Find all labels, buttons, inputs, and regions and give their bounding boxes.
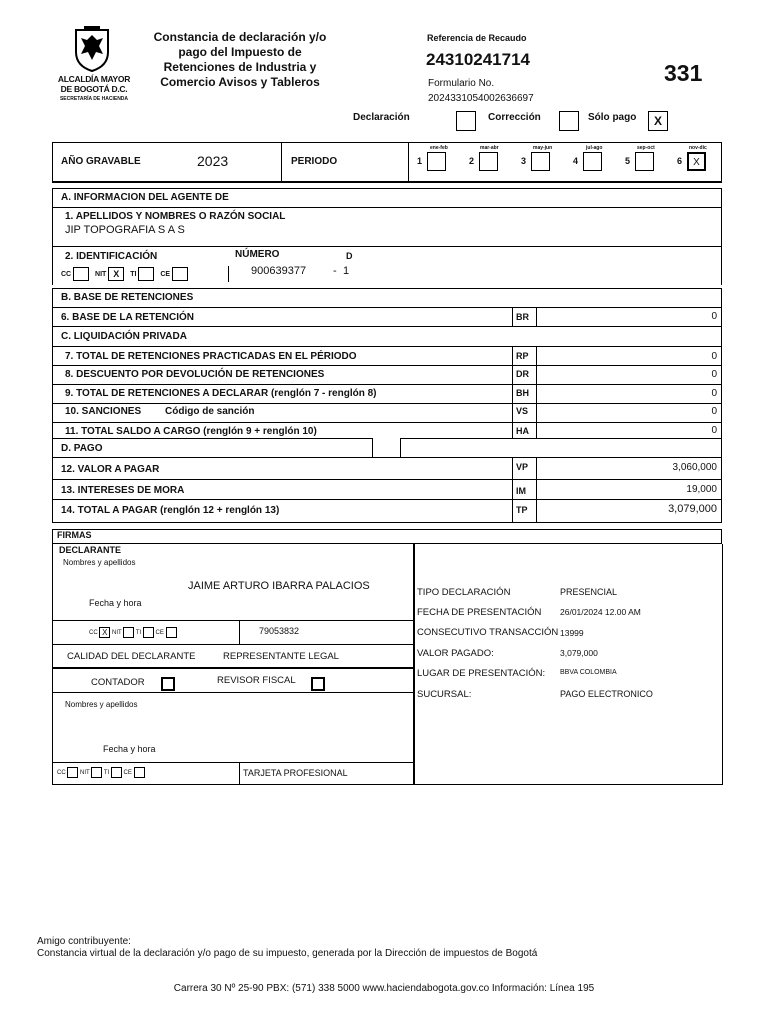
form-row-im [52, 479, 722, 500]
signatures-right [413, 544, 723, 785]
footer-note-text: Constancia virtual de la declaración y/o pago de su impuesto, generada por la Dirección de impuestos de Bogotá [37, 948, 538, 959]
correccion-label: Corrección [488, 112, 541, 123]
period-checkbox[interactable] [583, 152, 602, 171]
form-row-rp [52, 346, 722, 365]
id-type-cc-label: CC [61, 270, 72, 278]
form-row-ha [52, 422, 722, 439]
row-label: 13. INTERESES DE MORA [61, 485, 185, 496]
logo-line2: DE BOGOTÁ D.C. [60, 84, 128, 94]
title-line: pago del Impuesto de [178, 45, 302, 59]
section-a-title: A. INFORMACION DEL AGENTE DE [61, 192, 229, 203]
row-value: 3,079,000 [668, 503, 717, 515]
form-number: 2024331054002636697 [428, 93, 534, 104]
id-type-ti-checkbox[interactable] [138, 267, 154, 281]
row-value: 0 [711, 406, 717, 417]
period-num: 4 [573, 156, 579, 166]
numero-label: NÚMERO [235, 249, 280, 260]
section-b-title: B. BASE DE RETENCIONES [61, 292, 194, 303]
solo-pago-label: Sólo pago [588, 112, 637, 123]
contador-label: CONTADOR [91, 677, 145, 688]
row-code: VS [516, 406, 529, 416]
form-row-br [52, 307, 722, 326]
info-label: FECHA DE PRESENTACIÓN [417, 607, 542, 618]
id-dv-value: 1 [343, 265, 350, 277]
anio-gravable-label: AÑO GRAVABLE [61, 156, 141, 167]
form-label: Formulario No. [428, 78, 495, 89]
declaracion-label: Declaración [353, 112, 410, 123]
anio-gravable-value: 2023 [197, 153, 229, 169]
period-checkbox[interactable] [531, 152, 550, 171]
agent-name-label: 1. APELLIDOS Y NOMBRES O RAZÓN SOCIAL [65, 211, 286, 222]
info-label: CONSECUTIVO TRANSACCIÓN [417, 627, 559, 638]
tarjeta-label: TARJETA PROFESIONAL [243, 768, 348, 778]
row-label: 6. BASE DE LA RETENCIÓN [61, 312, 194, 323]
contador-checkbox[interactable] [161, 677, 175, 691]
row-code: TP [516, 505, 528, 515]
logo-line1: ALCALDÍA MAYOR [57, 74, 131, 84]
decl-ce-checkbox[interactable] [166, 627, 177, 638]
cont-ce-label: CE [123, 770, 132, 777]
period-option-3[interactable] [521, 145, 569, 175]
id-type-nit-label: NIT [95, 270, 107, 278]
period-checkbox[interactable] [479, 152, 498, 171]
identification-row [52, 246, 722, 285]
row-code: VP [516, 462, 529, 472]
id-type-ce-label: CE [160, 270, 171, 278]
id-type-nit-checkbox[interactable]: X [108, 267, 124, 281]
row-label: 9. TOTAL DE RETENCIONES A DECLARAR (renglón 7 - renglón 8) [65, 388, 377, 399]
period-tag: mar-abr [480, 145, 499, 151]
id-number-value: 900639377 [251, 265, 307, 277]
row-value: 0 [711, 369, 717, 380]
row-value: 0 [711, 388, 717, 399]
contador-nombres-label: Nombres y apellidos [65, 700, 138, 709]
row-value: 3,060,000 [672, 462, 717, 473]
row-value: 0 [711, 425, 717, 436]
info-value: PRESENCIAL [560, 587, 618, 597]
decl-ti-checkbox[interactable] [143, 627, 154, 638]
row-code: DR [516, 369, 529, 379]
solo-pago-checkbox[interactable]: X [648, 111, 668, 131]
declarante-nombres-label: Nombres y apellidos [63, 558, 136, 567]
correccion-checkbox[interactable] [559, 111, 579, 131]
section-d-title: D. PAGO [61, 443, 103, 454]
cont-nit-label: NIT [80, 770, 90, 777]
row-label: 8. DESCUENTO POR DEVOLUCIÓN DE RETENCIONES [65, 369, 325, 380]
period-num: 2 [469, 156, 475, 166]
form-row-bh [52, 384, 722, 403]
period-num: 3 [521, 156, 527, 166]
section-c-header [52, 326, 722, 346]
agent-name-value: JIP TOPOGRAFIA S A S [65, 224, 185, 236]
form-title [140, 30, 340, 90]
period-checkbox[interactable]: X [687, 152, 706, 171]
info-value: 26/01/2024 12.00 AM [560, 607, 641, 617]
period-bar [52, 142, 722, 183]
id-type-ce-checkbox[interactable] [172, 267, 188, 281]
period-option-1[interactable] [417, 145, 465, 175]
form-code: 331 [664, 60, 703, 86]
decl-cc-checkbox[interactable]: X [99, 627, 110, 638]
decl-ce-label: CE [155, 630, 164, 637]
cont-ti-checkbox[interactable] [111, 767, 122, 778]
declarante-id: 79053832 [259, 626, 300, 636]
agent-name-row [52, 207, 722, 246]
period-option-6[interactable] [677, 145, 725, 175]
declaracion-checkbox[interactable] [456, 111, 476, 131]
row-value: 0 [711, 351, 717, 362]
period-tag: ene-feb [430, 145, 448, 151]
period-option-5[interactable] [625, 145, 673, 175]
section-b-header [52, 288, 722, 307]
firmas-title: FIRMAS [57, 530, 92, 540]
footer-address: Carrera 30 Nº 25-90 PBX: (571) 338 5000 www.haciendabogota.gov.co Información: Línea 195 [173, 983, 595, 994]
decl-cc-label: CC [89, 630, 98, 637]
id-type-cc-checkbox[interactable] [73, 267, 89, 281]
section-d-header [52, 438, 373, 459]
footer-note-title: Amigo contribuyente: [37, 936, 131, 947]
revisor-label: REVISOR FISCAL [217, 675, 296, 686]
row-code: HA [516, 426, 529, 436]
contador-id-types [57, 767, 145, 778]
title-line: Retenciones de Industria y [163, 60, 317, 74]
form-row-tp [52, 499, 722, 523]
id-type-ti-label: TI [130, 270, 137, 278]
signatures-left [52, 544, 415, 785]
identification-label: 2. IDENTIFICACIÓN [65, 251, 158, 262]
info-value: BBVA COLOMBIA [560, 669, 617, 676]
ref-number: 24310241714 [426, 50, 531, 69]
section-a-header [52, 188, 722, 207]
declarante-id-types [89, 627, 177, 638]
info-value: 3,079,000 [560, 648, 598, 658]
firmas-header [52, 529, 722, 545]
ref-label: Referencia de Recaudo [427, 33, 527, 43]
form-row-vp [52, 457, 722, 480]
section-d-blank [400, 438, 722, 459]
info-value: 13999 [560, 628, 584, 638]
decl-ti-label: TI [135, 630, 142, 637]
period-num: 6 [677, 156, 683, 166]
row-label: 11. TOTAL SALDO A CARGO (renglón 9 + renglón 10) [65, 426, 317, 437]
logo-line3: SECRETARÍA DE HACIENDA [59, 96, 129, 102]
calidad-value: REPRESENTANTE LEGAL [223, 651, 339, 662]
section-c-title: C. LIQUIDACIÓN PRIVADA [61, 331, 187, 342]
id-dash: - [333, 265, 337, 277]
cont-cc-checkbox[interactable] [67, 767, 78, 778]
row-label: 7. TOTAL DE RETENCIONES PRACTICADAS EN EL PÉRIODO [65, 351, 357, 362]
period-tag: nov-dic [689, 145, 707, 151]
dv-label: D [346, 251, 353, 261]
info-label: LUGAR DE PRESENTACIÓN: [417, 668, 546, 679]
decl-nit-checkbox[interactable] [123, 627, 134, 638]
period-tag: jul-ago [586, 145, 603, 151]
row-value: 0 [711, 311, 717, 322]
info-label: VALOR PAGADO: [417, 648, 494, 659]
cont-ti-label: TI [103, 770, 110, 777]
decl-nit-label: NIT [112, 630, 122, 637]
cont-ce-checkbox[interactable] [134, 767, 145, 778]
title-line: Constancia de declaración y/o [153, 30, 327, 44]
period-tag: may-jun [533, 145, 553, 151]
declarante-label: DECLARANTE [59, 545, 121, 555]
period-option-4[interactable] [573, 145, 621, 175]
bogota-logo [52, 26, 136, 106]
row-code: BH [516, 388, 529, 398]
contador-fecha-label: Fecha y hora [103, 744, 156, 754]
calidad-label: CALIDAD DEL DECLARANTE [67, 651, 196, 662]
period-tag: sep-oct [637, 145, 655, 151]
period-checkbox[interactable] [635, 152, 654, 171]
title-line: Comercio Avisos y Tableros [160, 75, 320, 89]
periodo-label: PERIODO [291, 156, 338, 167]
cont-nit-checkbox[interactable] [91, 767, 102, 778]
form-row-vs [52, 403, 722, 422]
id-type-group [61, 267, 188, 281]
row-value: 19,000 [686, 484, 717, 495]
info-label: SUCURSAL: [417, 689, 472, 700]
form-row-dr [52, 365, 722, 384]
declarante-fecha-label: Fecha y hora [89, 598, 142, 608]
declarante-name: JAIME ARTURO IBARRA PALACIOS [188, 580, 370, 592]
cont-cc-label: CC [57, 770, 66, 777]
period-option-2[interactable] [469, 145, 517, 175]
row-sublabel: Código de sanción [165, 406, 255, 417]
row-code: RP [516, 351, 529, 361]
coat-of-arms-icon [72, 26, 112, 72]
row-label: 12. VALOR A PAGAR [61, 464, 160, 475]
info-label: TIPO DECLARACIÓN [417, 587, 511, 598]
row-label: 10. SANCIONES [65, 406, 142, 417]
row-code: IM [516, 486, 526, 496]
row-label: 14. TOTAL A PAGAR (renglón 12 + renglón 13) [61, 505, 280, 516]
revisor-checkbox[interactable] [311, 677, 325, 691]
row-code: BR [516, 312, 529, 322]
period-checkbox[interactable] [427, 152, 446, 171]
period-num: 1 [417, 156, 423, 166]
info-value: PAGO ELECTRONICO [560, 689, 653, 699]
period-num: 5 [625, 156, 631, 166]
